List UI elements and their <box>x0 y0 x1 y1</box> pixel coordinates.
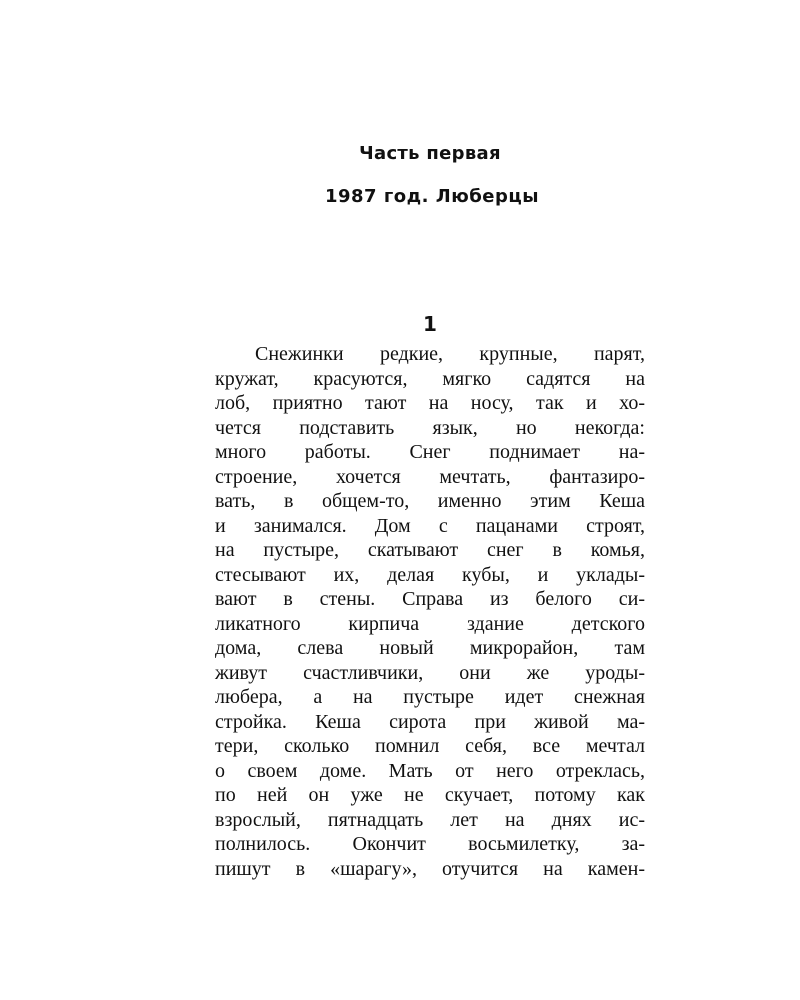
text-line: и занимался. Дом с пацанами строят, <box>215 514 645 537</box>
chapter-number: 1 <box>423 312 437 336</box>
text-line: стройка. Кеша сирота при живой ма- <box>215 710 645 733</box>
text-line: много работы. Снег поднимает на- <box>215 441 645 463</box>
text-line: полнилось. Окончит восьмилетку, за- <box>215 833 645 855</box>
text-line: любера, а на пустыре идет снежная <box>215 686 645 708</box>
part-subtitle: 1987 год. Люберцы <box>324 186 539 207</box>
text-line: по ней он уже не скучает, потому как <box>215 784 645 806</box>
text-line: взрослый, пятнадцать лет на днях ис- <box>215 808 645 831</box>
part-title: Часть первая <box>359 143 501 164</box>
text-line: кружат, красуются, мягко садятся на <box>215 367 645 390</box>
text-line: тери, сколько помнил себя, все мечтал <box>215 735 645 757</box>
text-line: о своем доме. Мать от него отреклась, <box>215 759 645 782</box>
text-line: пишут в «шарагу», отучится на камен- <box>215 857 645 880</box>
text-line: на пустыре, скатывают снег в комья, <box>215 539 645 561</box>
text-line: чется подставить язык, но некогда: <box>215 416 645 439</box>
text-line: стесывают их, делая кубы, и уклады- <box>215 563 645 586</box>
text-line: ликатного кирпича здание детского <box>215 612 645 635</box>
text-line: Снежинки редкие, крупные, парят, <box>255 343 645 365</box>
text-line: дома, слева новый микрорайон, там <box>215 637 645 659</box>
text-line: вают в стены. Справа из белого си- <box>215 588 645 610</box>
text-line: строение, хочется мечтать, фантазиро- <box>215 465 645 488</box>
text-line: вать, в общем-то, именно этим Кеша <box>215 490 645 512</box>
chapter-text <box>215 342 645 881</box>
text-line: живут счастливчики, они же уроды- <box>215 661 645 684</box>
text-line: лоб, приятно тают на носу, так и хо- <box>215 392 645 414</box>
